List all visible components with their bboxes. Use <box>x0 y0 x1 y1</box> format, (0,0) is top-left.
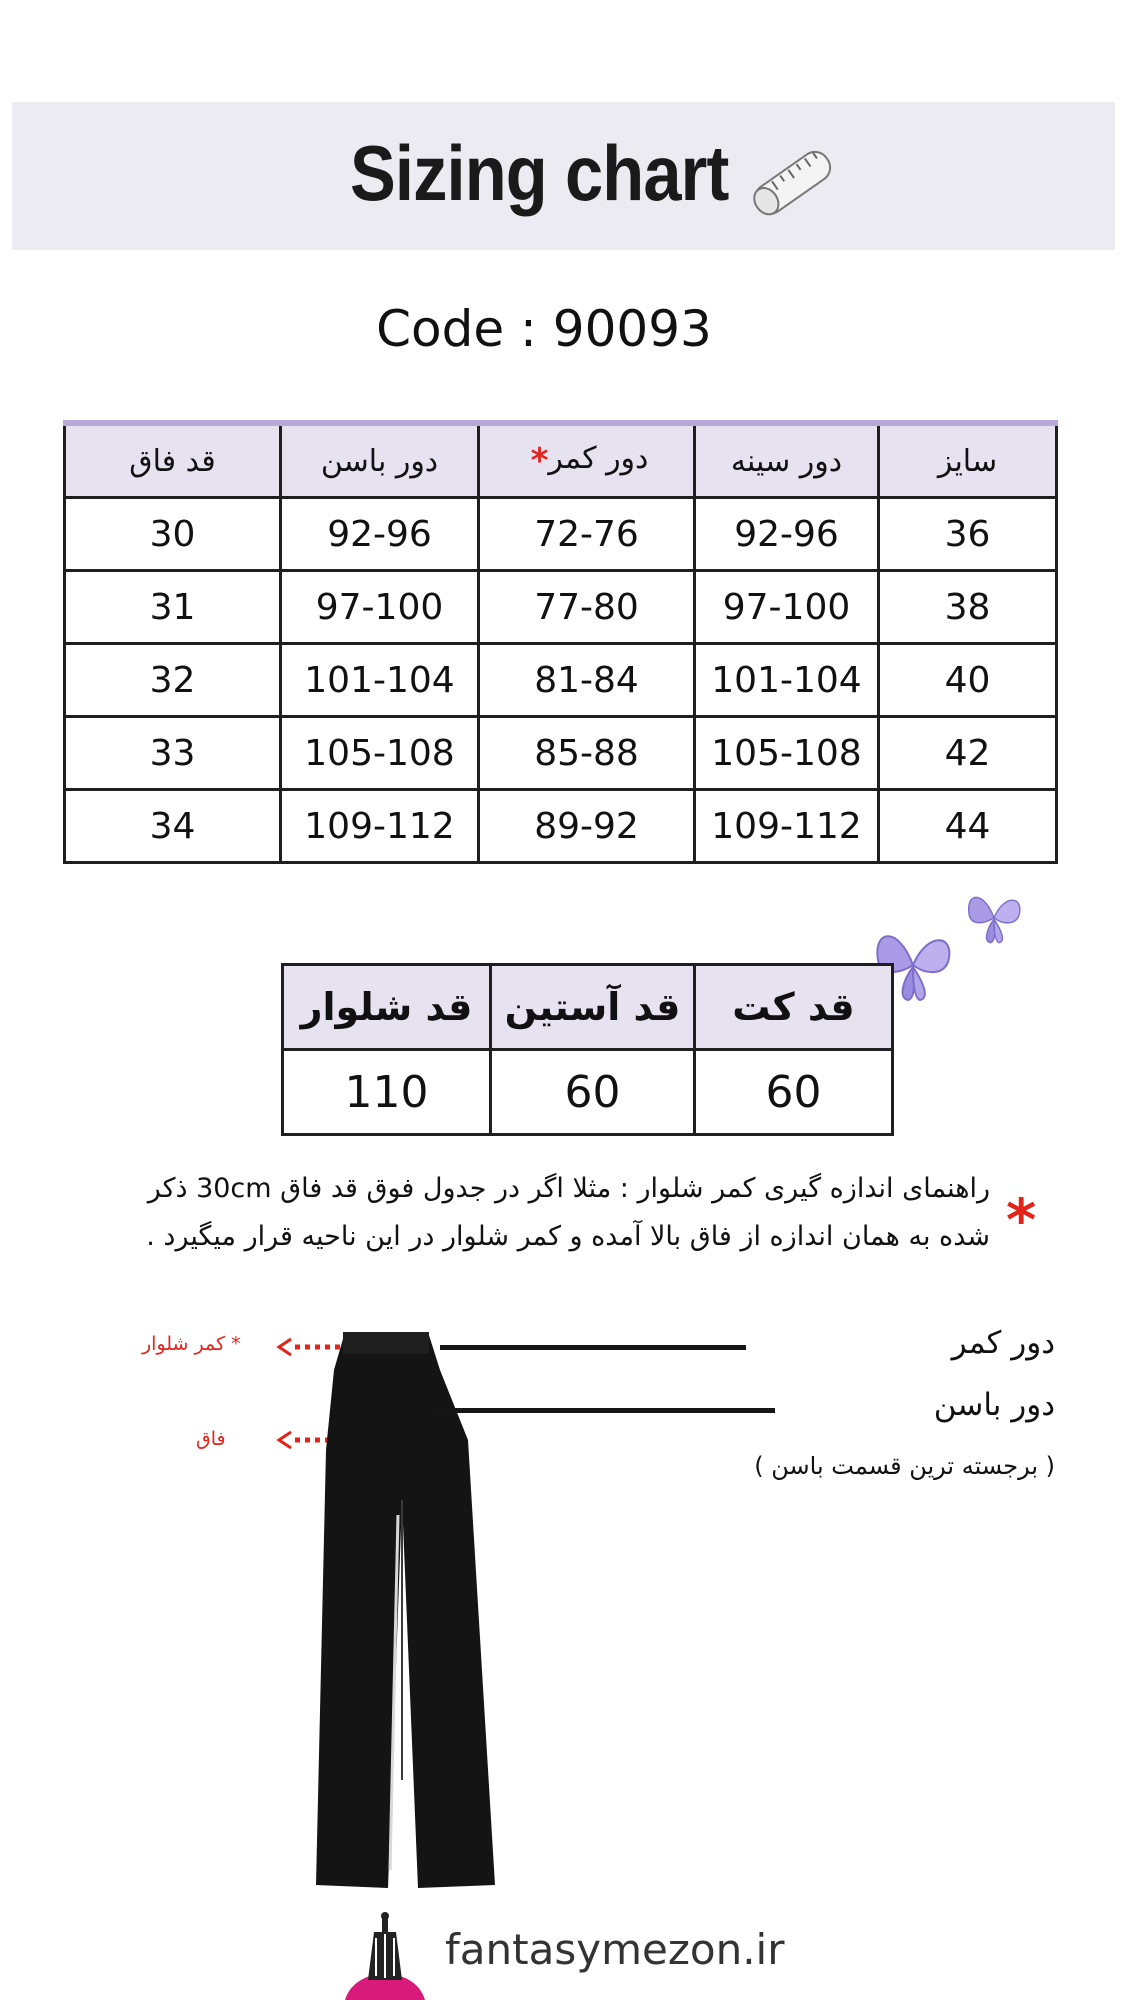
header-crotch-length: قد فاق <box>65 423 281 498</box>
cell-chest: 101-104 <box>695 644 879 717</box>
cell-crotch: 32 <box>65 644 281 717</box>
cell-chest: 109-112 <box>695 790 879 863</box>
table-row <box>283 1050 893 1135</box>
suit-table <box>281 963 894 1136</box>
size-table <box>63 420 1058 864</box>
cell-size: 42 <box>879 717 1057 790</box>
cell-waist: 72-76 <box>479 498 695 571</box>
hip-measure-line <box>437 1408 775 1413</box>
cell-hip: 105-108 <box>281 717 479 790</box>
waistband-label: * کمر شلوار <box>142 1333 241 1355</box>
header-chest: دور سینه <box>695 423 879 498</box>
table-row <box>65 717 1057 790</box>
note-line-2: شده به همان اندازه از فاق بالا آمده و کمر شلوار در این ناحیه قرار میگیرد . <box>146 1221 990 1252</box>
cell-size: 40 <box>879 644 1057 717</box>
cell-waist: 85-88 <box>479 717 695 790</box>
waist-label: دور کمر <box>951 1325 1055 1361</box>
header-pants-length: قد شلوار <box>283 965 491 1050</box>
cell-chest: 92-96 <box>695 498 879 571</box>
header-sleeve-length: قد آستین <box>491 965 695 1050</box>
cell-size: 44 <box>879 790 1057 863</box>
crotch-label: فاق <box>196 1428 226 1450</box>
product-code: Code : 90093 <box>376 300 712 358</box>
cell-waist: 81-84 <box>479 644 695 717</box>
table-row <box>65 644 1057 717</box>
hip-label: دور باسن <box>933 1387 1055 1423</box>
cell-chest: 97-100 <box>695 571 879 644</box>
cell-hip: 101-104 <box>281 644 479 717</box>
header-hip: دور باسن <box>281 423 479 498</box>
cell-size: 36 <box>879 498 1057 571</box>
size-table-header-row <box>65 423 1057 498</box>
cell-waist: 77-80 <box>479 571 695 644</box>
cell-hip: 97-100 <box>281 571 479 644</box>
cell-crotch: 34 <box>65 790 281 863</box>
cell-size: 38 <box>879 571 1057 644</box>
note-star-icon: * <box>1006 1186 1037 1254</box>
butterfly-icon <box>962 885 1026 947</box>
mannequin-logo-icon <box>340 1910 430 2000</box>
cell-hip: 109-112 <box>281 790 479 863</box>
table-row <box>65 571 1057 644</box>
table-row <box>65 498 1057 571</box>
table-row <box>65 790 1057 863</box>
cell-crotch: 31 <box>65 571 281 644</box>
measuring-tape-icon <box>742 132 842 232</box>
header-size: سایز <box>879 423 1057 498</box>
required-star-icon: * <box>530 441 549 481</box>
hip-note: ( برجسته ترین قسمت باسن ) <box>754 1452 1055 1480</box>
site-url: fantasymezon.ir <box>445 1925 785 1974</box>
page-title: Sizing chart <box>350 129 729 217</box>
cell-crotch: 30 <box>65 498 281 571</box>
cell-hip: 92-96 <box>281 498 479 571</box>
header-waist: دور کمر* <box>479 423 695 498</box>
header-jacket-length: قد کت <box>695 965 893 1050</box>
measurement-note <box>70 1165 990 1261</box>
note-line-1: راهنمای اندازه گیری کمر شلوار : مثلا اگر در جدول فوق قد فاق 30cm ذکر <box>147 1173 990 1204</box>
cell-chest: 105-108 <box>695 717 879 790</box>
cell-crotch: 33 <box>65 717 281 790</box>
cell-pants-length: 110 <box>283 1050 491 1135</box>
cell-waist: 89-92 <box>479 790 695 863</box>
suit-table-header-row <box>283 965 893 1050</box>
pants-illustration <box>300 1310 520 1900</box>
cell-sleeve-length: 60 <box>491 1050 695 1135</box>
waist-measure-line <box>440 1345 746 1350</box>
cell-jacket-length: 60 <box>695 1050 893 1135</box>
